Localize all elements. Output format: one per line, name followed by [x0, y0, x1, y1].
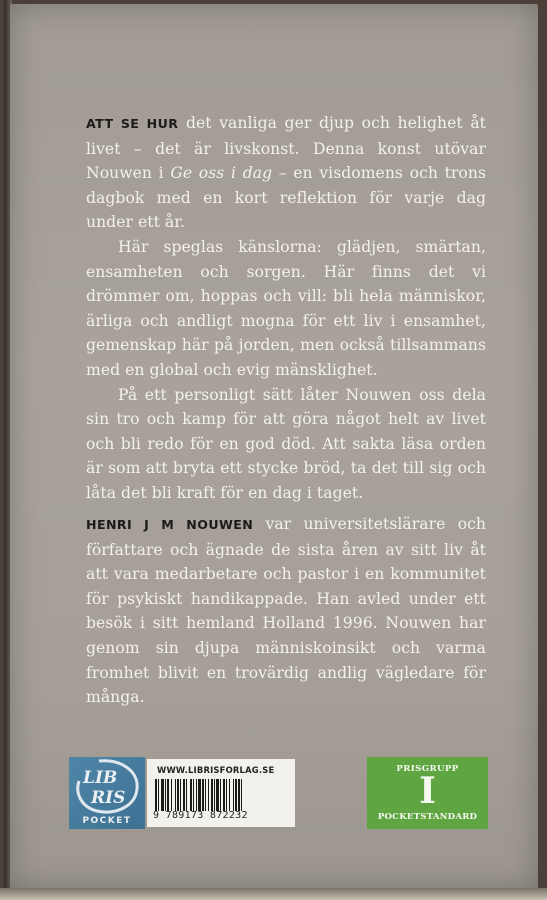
price-group-number: I	[419, 770, 436, 812]
logo-text-ris: RIS	[91, 788, 126, 808]
publisher-url: WWW.LIBRISFORLAG.SE	[157, 765, 275, 775]
barcode-panel	[147, 759, 295, 827]
blurb-paragraph-1: ATT SE HUR det vanliga ger djup och helighet åt livet – det är livskonst. Denna konst utövar Nouwen i Ge oss i dag – en visdomens och trons dagbok med en kort reflektion för varje dag under ett år.	[86, 114, 487, 232]
author-bio: HENRI J M NOUWEN var universitetslärare och författare och ägnade de sista åren av sitt liv åt att vara medarbetare och pastor i en kommunitet för psykiskt handikappade. Han avled under ett besök i sitt hemland Holland 1996. Nouwen har genom sin djupa människoinsikt och varma fromhet blivit en trovärdig andlig vägledare för många.	[86, 515, 487, 707]
book-title-italic: Ge oss i dag	[170, 164, 273, 183]
blurb-lead: ATT SE HUR	[86, 116, 179, 131]
price-group-label: PRISGRUPP	[396, 764, 459, 774]
libris-logo-icon	[69, 757, 145, 817]
blurb-paragraph-3: På ett personligt sätt låter Nouwen oss dela sin tro och kamp för att göra något helt av livet och bli redo för en god död. Att sakta läsa orden är som att bryta ett stycke bröd, ta det till sig och låta det bli kraft för en dag i taget.	[86, 385, 486, 502]
isbn-number: 9 789173 872232	[153, 810, 248, 821]
logo-pocket-label: POCKET	[82, 816, 132, 826]
libris-pocket-logo	[69, 757, 145, 829]
author-name: HENRI J M NOUWEN	[86, 517, 254, 532]
blurb-section	[86, 111, 486, 506]
barcode-icon	[155, 779, 287, 811]
blurb-paragraph-2: Här speglas känslorna: glädjen, smärtan, ensamheten och sorgen. Här finns det vi drömmer om, hoppas och vill: bli hela människor, ärliga och andligt mogna för ett liv i ensamhet, gemenskap här på jorden, men också tillsammans med en global och evig mänsklighet.	[86, 237, 486, 379]
logo-text-li: LIB	[83, 768, 118, 788]
price-group-type: POCKETSTANDARD	[377, 812, 478, 822]
book-bottom-edge	[0, 888, 547, 900]
price-group-badge	[367, 757, 488, 829]
author-section	[86, 512, 486, 710]
